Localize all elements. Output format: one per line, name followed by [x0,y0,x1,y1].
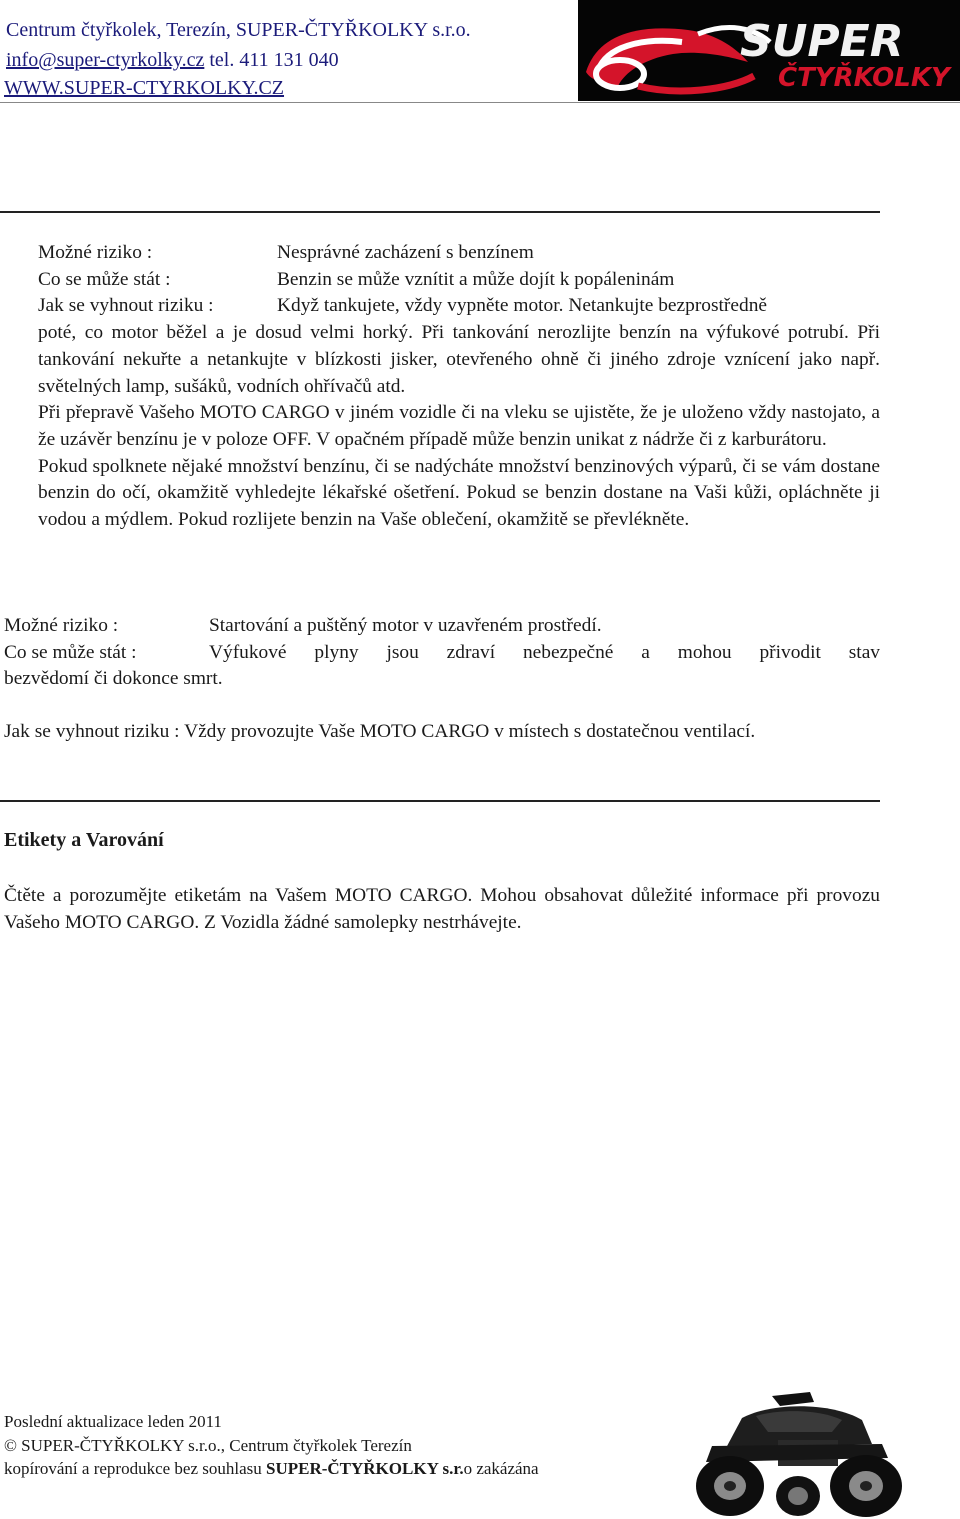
avoid-row [38,293,880,320]
risk-block-exhaust [4,613,880,746]
outcome-value: Benzin se může vznítit a může dojít k popáleninám [277,268,675,290]
outcome-rest: bezvědomí či dokonce smrt. [4,668,223,690]
risk-row [38,240,880,267]
copyright-line: © SUPER-ČTYŘKOLKY s.r.o., Centrum čtyřkolek Terezín [4,1436,412,1455]
rights-suffix: o zakázána [463,1459,539,1478]
risk-value: Startování a puštěný motor v uzavřeném prostředí. [209,615,602,636]
company-name: Centrum čtyřkolek, Terezín, SUPER-ČTYŘKOLKY s.r.o. [6,19,471,41]
avoid-label: Jak se vyhnout riziku : [38,295,214,317]
outcome-row [4,640,880,667]
last-updated: Poslední aktualizace leden 2011 [4,1412,222,1431]
logo-wordmark-top: SUPER [740,16,904,67]
contact-line [6,46,339,74]
exposure-paragraph: Pokud spolknete nějaké množství benzínu, či se nadýcháte množství benzinových výparů, či se vám dostane benzin do očí, okamžitě vyhledejte lékařské ošetření. Pokud se benzin dostane na Vaši kůži, opláchněte ji vodou a mýdlem. Pokud rozlijete benzin na Vaše oblečení, okamžitě se převlékněte. [38,455,880,531]
transport-paragraph: Při přepravě Vašeho MOTO CARGO v jiném vozidle či na vleku se ujistěte, že je uloženo vždy nastojato, a že uzávěr benzínu je v poloze OFF. V opačném případě může benzin unikat z nádrže či z karburátoru. [38,402,880,450]
risk-label: Možné riziko : [38,242,153,263]
atv-image [682,1388,914,1519]
section-divider [0,800,880,802]
rights-prefix: kopírování a reprodukce bez souhlasu [4,1459,266,1478]
avoid-text: poté, co motor běžel a je dosud velmi horký. Při tankování nerozlijte benzín na výfukové potrubí. Při tankování nekuřte a netankujte v blízkosti jisker, otevřeného ohně či jiného zdroje vznícení jako např. světelných lamp, sušáků, vodních ohřívačů atd. [38,322,880,397]
header-divider [0,102,960,103]
website-link[interactable]: WWW.SUPER-CTYRKOLKY.CZ [4,77,285,99]
outcome-label: Co se může stát : [4,641,137,663]
phone-number: tel. 411 131 040 [209,49,339,71]
labels-paragraph: Čtěte a porozumějte etiketám na Vašem MOTO CARGO. Mohou obsahovat důležité informace při provozu Vašeho MOTO CARGO. Z Vozidla žádné samolepky nestrhávejte. [4,885,880,933]
brand-logo [578,0,960,101]
section-heading: Etikety a Varování [4,829,164,851]
rights-line [4,1457,539,1480]
risk-row [4,613,880,640]
website-line [4,74,284,102]
avoid-first-line: Když tankujete, vždy vypněte motor. Netankujte bezprostředně [277,295,767,317]
atv-logo-graphic [578,0,960,101]
avoid-text: Jak se vyhnout riziku : Vždy provozujte Vaše MOTO CARGO v místech s dostatečnou ventilací. [4,721,756,743]
outcome-value: Výfukové plyny jsou zdraví nebezpečné a mohou přivodit stav [209,641,880,663]
risk-value: Nesprávné zacházení s benzínem [277,242,534,263]
section-divider [0,211,880,213]
rights-brand: SUPER-ČTYŘKOLKY s.r. [266,1459,464,1478]
outcome-label: Co se může stát : [38,268,171,290]
outcome-row [38,267,880,294]
logo-wordmark-bottom: ČTYŘKOLKY [778,63,950,93]
risk-block-fuel [38,240,880,534]
email-link[interactable]: info@super-ctyrkolky.cz [6,49,205,71]
risk-label: Možné riziko : [4,615,119,636]
